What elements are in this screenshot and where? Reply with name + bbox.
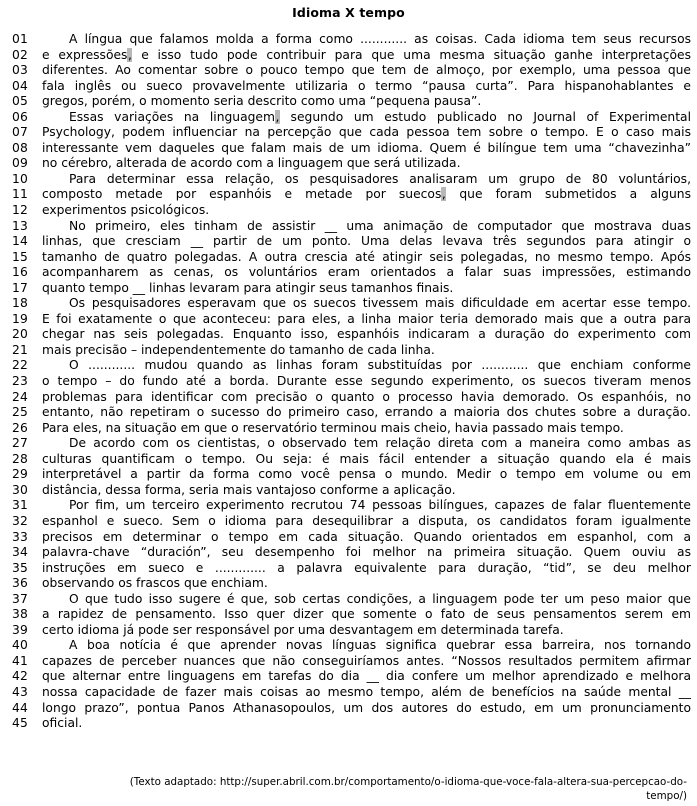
text-line: [0, 32, 691, 48]
text-run: Para eles, na situação em que o reservatório terminou mais cheio, havia passado mais tempo.: [42, 420, 624, 435]
text-line: [0, 374, 691, 390]
line-number: 44: [12, 700, 29, 715]
text-run: quanto tempo __ linhas levaram para atingir seus tamanhos finais.: [42, 280, 454, 295]
text-line: [0, 250, 691, 266]
text-run: interessante vem daqueles que falam mais de um idioma. Quem é bilíngue tem uma “chavezinha”: [42, 140, 691, 155]
line-number: 27: [12, 436, 29, 451]
line-text: [42, 32, 691, 48]
line-text: [42, 327, 691, 343]
text-run: certo idioma já pode ser responsável por uma desvantagem em determinada tarefa.: [42, 622, 564, 637]
line-text: [42, 390, 691, 406]
text-run: A boa notícia é que aprender novas línguas significa quebrar essa barreira, nos tornando: [69, 638, 691, 653]
text-run: o tempo – do fundo até a borda. Durante esse segundo experimento, os suecos tiveram menos: [42, 374, 691, 389]
line-number: 21: [12, 342, 29, 357]
text-run: chegar nas seis polegadas. Enquanto isso, espanhóis indicaram a duração do experimento com: [42, 327, 691, 342]
text-line: [0, 187, 691, 203]
line-text: [42, 94, 691, 110]
line-text: [42, 374, 691, 390]
line-text: [42, 436, 691, 452]
text-run: tamanho de quatro polegadas. A outra crescia até atingir seis polegadas, no mesmo tempo. Após: [42, 249, 691, 264]
line-text: [42, 79, 691, 95]
text-line: [0, 436, 691, 452]
line-number: 29: [12, 467, 29, 482]
line-number: 09: [12, 156, 29, 171]
text-run: mais precisão – independentemente do tamanho de cada linha.: [42, 342, 435, 357]
text-line: [0, 467, 691, 483]
text-line: [0, 312, 691, 328]
text-run: acompanharem as cenas, os voluntários eram orientados a falar suas impressões, estimando: [42, 265, 691, 280]
line-number: 25: [12, 405, 29, 420]
line-number: 12: [12, 203, 29, 218]
line-text: [42, 343, 691, 359]
text-run: composto metade por espanhóis e metade por suecos: [42, 187, 442, 202]
line-number: 45: [12, 716, 29, 731]
line-number: 07: [12, 125, 29, 140]
text-run: A língua que falamos molda a forma como ............ as coisas. Cada idioma tem seus recursos: [69, 32, 691, 46]
line-text: [42, 685, 691, 701]
text-run: linhas, que cresciam __ partir de um ponto. Uma delas levava três segundos para atingir o: [42, 234, 691, 249]
text-run: No primeiro, eles tinham de assistir __ uma animação de computador que mostrava duas: [69, 218, 691, 233]
text-line: [0, 530, 691, 546]
text-line: [0, 281, 691, 297]
text-line: [0, 110, 691, 126]
text-run: que foram submetidos a alguns: [446, 187, 691, 202]
text-run: E foi exatamente o que aconteceu: para eles, a linha maior teria demorado mais que a outra para: [42, 311, 691, 326]
line-text: [42, 234, 691, 250]
text-run: oficial.: [42, 716, 83, 731]
text-run: O que tudo isso sugere é que, sob certas condições, a linguagem pode ter um peso maior que: [69, 591, 691, 606]
text-line: [0, 669, 691, 685]
source-citation: (Texto adaptado: http://super.abril.com.br/comportamento/o-idioma-que-voce-fala-altera-sua-percepcao-do-tempo/): [129, 776, 687, 802]
text-line: [0, 654, 691, 670]
line-number: 16: [12, 265, 29, 280]
line-number: 13: [12, 218, 29, 233]
line-text: [42, 452, 691, 468]
line-text: [42, 48, 691, 64]
text-run: distância, dessa forma, seria mais vantajoso conforme a aplicação.: [42, 482, 456, 497]
text-line: [0, 219, 691, 235]
line-number: 24: [12, 389, 29, 404]
line-number: 39: [12, 622, 29, 637]
text-run: observando os frascos que enchiam.: [42, 576, 268, 591]
text-line: [0, 79, 691, 95]
text-line: [0, 452, 691, 468]
text-line: [0, 545, 691, 561]
text-run: gregos, porém, o momento seria descrito como uma “pequena pausa”.: [42, 94, 482, 109]
line-number: 01: [12, 32, 29, 46]
text-line: [0, 576, 691, 592]
line-number: 37: [12, 591, 29, 606]
text-line: [0, 156, 691, 172]
highlighted-punctuation: ,: [275, 109, 280, 124]
line-text: [42, 592, 691, 608]
line-number: 15: [12, 249, 29, 264]
text-line: [0, 405, 691, 421]
highlighted-punctuation: ,: [441, 187, 446, 202]
line-number: 20: [12, 327, 29, 342]
text-line: [0, 421, 691, 437]
text-line: [0, 390, 691, 406]
text-line: [0, 48, 691, 64]
line-text: [42, 483, 691, 499]
line-text: [42, 421, 691, 437]
text-line: [0, 685, 691, 701]
text-line: [0, 483, 691, 499]
line-number: 02: [12, 47, 29, 62]
line-text: [42, 607, 691, 623]
text-line: [0, 203, 691, 219]
line-text: [42, 498, 691, 514]
text-line: [0, 607, 691, 623]
text-run: nossa capacidade de fazer mais coisas ao mesmo tempo, além de benefícios na saúde mental __: [42, 684, 691, 699]
text-run: e expressões: [42, 47, 128, 62]
line-number: 06: [12, 109, 29, 124]
line-text: [42, 296, 691, 312]
line-text: [42, 63, 691, 79]
text-line: [0, 296, 691, 312]
line-number: 17: [12, 280, 29, 295]
text-run: a rapidez de pensamento. Isso quer dizer que somente o fato de seus pensamentos serem em: [42, 607, 691, 622]
text-run: Os pesquisadores esperavam que os suecos tivessem mais dificuldade em acertar esse tempo.: [69, 296, 691, 311]
line-number: 05: [12, 94, 29, 109]
line-text: [42, 172, 691, 188]
text-line: [0, 638, 691, 654]
line-number: 14: [12, 234, 29, 249]
highlighted-punctuation: ,: [127, 47, 132, 62]
text-line: [0, 141, 691, 157]
line-text: [42, 716, 691, 732]
text-run: precisos em determinar o tempo em cada situação. Quando orientados em espanhol, com a: [42, 529, 691, 544]
page-title: Idioma X tempo: [292, 5, 405, 20]
text-run: O ............ mudou quando as linhas foram substituídas por ............ que enchiam conforme: [69, 358, 691, 373]
text-run: e isso tudo pode contribuir para que uma mesma situação ganhe interpretações: [132, 47, 691, 62]
text-run: Essas variações na linguagem: [69, 109, 275, 124]
line-text: [42, 110, 691, 126]
line-text: [42, 141, 691, 157]
text-run: culturas quantificam o tempo. Ou seja: é mais fácil entender a situação quando ela é mais: [42, 451, 691, 466]
text-run: capazes de perceber nuances que não conseguiríamos antes. “Nossos resultados permitem afirmar: [42, 653, 691, 668]
text-run: entanto, não repetiram o sucesso do primeiro caso, errando a maioria dos chutes sobre a duração.: [42, 405, 691, 420]
text-run: problemas para identificar com precisão o quanto o processo havia demorado. Os espanhóis, no: [42, 389, 691, 404]
text-run: espanhol e sueco. Sem o idioma para desequilibrar a disputa, os candidatos foram igualmente: [42, 513, 691, 528]
line-number: 18: [12, 296, 29, 311]
text-run: instruções em sueco e ............. a palavra equivalente para duração, “tid”, se deu melhor: [42, 560, 691, 575]
line-number: 22: [12, 358, 29, 373]
line-text: [42, 545, 691, 561]
passage-body: [0, 32, 697, 732]
line-text: [42, 701, 691, 717]
text-line: [0, 343, 691, 359]
line-number: 42: [12, 669, 29, 684]
line-text: [42, 561, 691, 577]
line-text: [42, 576, 691, 592]
line-number: 28: [12, 451, 29, 466]
text-line: [0, 172, 691, 188]
line-text: [42, 514, 691, 530]
line-text: [42, 281, 691, 297]
line-number: 03: [12, 63, 29, 78]
line-text: [42, 265, 691, 281]
line-number: 36: [12, 576, 29, 591]
line-text: [42, 467, 691, 483]
text-run: De acordo com os cientistas, o observado tem relação direta com a maneira como ambas as: [69, 436, 691, 451]
text-line: [0, 327, 691, 343]
line-number: 31: [12, 498, 29, 513]
line-number: 30: [12, 482, 29, 497]
text-line: [0, 701, 691, 717]
text-line: [0, 234, 691, 250]
text-run: experimentos psicológicos.: [42, 203, 210, 218]
text-line: [0, 94, 691, 110]
text-line: [0, 265, 691, 281]
line-number: 32: [12, 513, 29, 528]
text-line: [0, 63, 691, 79]
line-text: [42, 623, 691, 639]
line-number: 26: [12, 420, 29, 435]
text-run: que alternar entre linguagens em tarefas do dia __ dia confere um melhor aprendizado e melhora: [42, 669, 691, 684]
text-line: [0, 592, 691, 608]
text-line: [0, 125, 691, 141]
text-run: interpretável a partir da forma como você pensa o mundo. Medir o tempo em volume ou em: [42, 467, 691, 482]
line-number: 23: [12, 374, 29, 389]
line-text: [42, 358, 691, 374]
text-line: [0, 498, 691, 514]
line-text: [42, 638, 691, 654]
line-number: 08: [12, 140, 29, 155]
line-number: 35: [12, 560, 29, 575]
text-line: [0, 561, 691, 577]
line-text: [42, 405, 691, 421]
text-line: [0, 358, 691, 374]
line-text: [42, 530, 691, 546]
text-run: Por fim, um terceiro experimento recrutou 74 pessoas bilíngues, capazes de falar fluentemente: [69, 498, 691, 513]
line-number: 40: [12, 638, 29, 653]
text-line: [0, 623, 691, 639]
line-text: [42, 250, 691, 266]
line-number: 38: [12, 607, 29, 622]
text-run: diferentes. Ao comentar sobre o pouco tempo que tem de almoço, por exemplo, uma pessoa que: [42, 63, 691, 78]
text-run: longo prazo”, pontua Panos Athanasopoulos, um dos autores do estudo, em um pronunciamento: [42, 700, 691, 715]
line-text: [42, 125, 691, 141]
line-text: [42, 156, 691, 172]
line-text: [42, 219, 691, 235]
line-number: 04: [12, 78, 29, 93]
text-line: [0, 514, 691, 530]
text-run: fala inglês ou sueco provavelmente utilizaria o termo “pausa curta”. Para hispanohablantes e: [42, 78, 691, 93]
text-run: Para determinar essa relação, os pesquisadores analisaram um grupo de 80 voluntários,: [69, 171, 691, 186]
text-run: segundo um estudo publicado no Journal of Experimental: [279, 109, 691, 124]
line-text: [42, 312, 691, 328]
line-text: [42, 669, 691, 685]
line-number: 41: [12, 653, 29, 668]
text-line: [0, 716, 691, 732]
text-run: Psychology, podem influenciar na percepção que cada pessoa tem sobre o tempo. E o caso mais: [42, 125, 691, 140]
line-number: 34: [12, 545, 29, 560]
line-text: [42, 203, 691, 219]
line-number: 10: [12, 171, 29, 186]
line-number: 43: [12, 684, 29, 699]
text-run: no cérebro, alterada de acordo com a linguagem que será utilizada.: [42, 156, 461, 171]
line-number: 33: [12, 529, 29, 544]
line-number: 19: [12, 311, 29, 326]
line-text: [42, 187, 691, 203]
text-run: palavra-chave “duración”, seu desempenho foi melhor na primeira situação. Quem ouviu as: [42, 545, 691, 560]
line-number: 11: [12, 187, 29, 202]
line-text: [42, 654, 691, 670]
